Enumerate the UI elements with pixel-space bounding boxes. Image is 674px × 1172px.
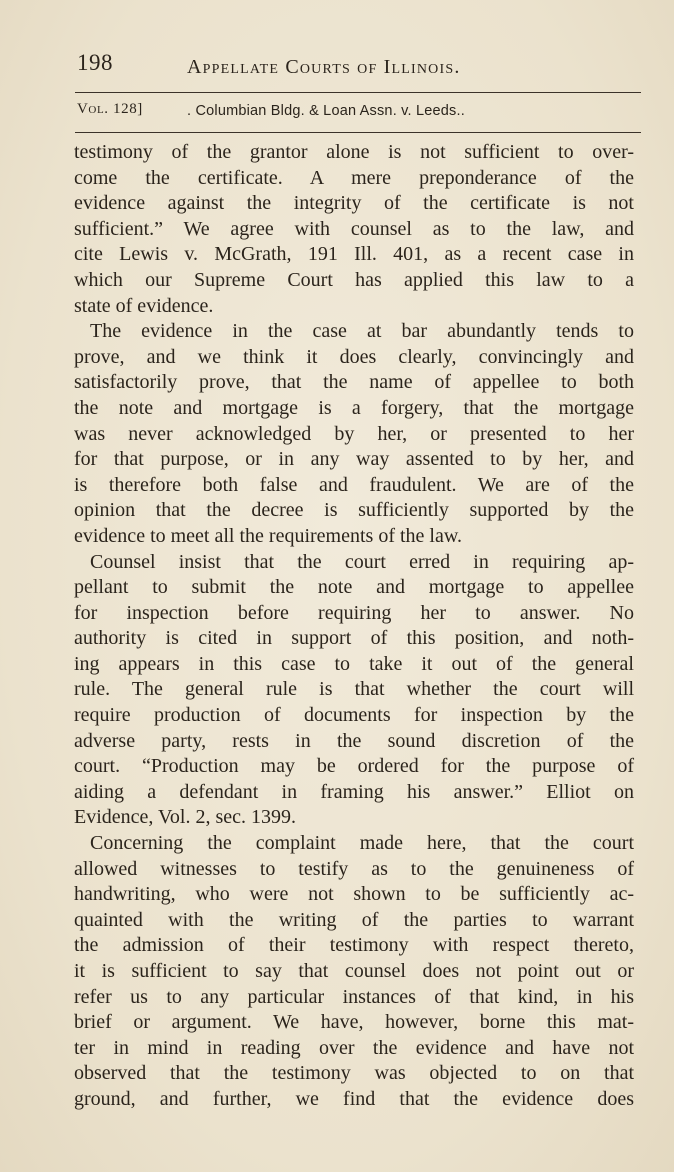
text-line: observed that the testimony was objected to on that — [74, 1062, 634, 1085]
text-line: which our Supreme Court has applied this law to a — [74, 268, 634, 291]
text-line: testimony of the grantor alone is not sufficient to over- — [74, 141, 634, 163]
running-title: Appellate Courts of Illinois. — [187, 56, 461, 78]
text-line: was never acknowledged by her, or presented to her — [74, 422, 634, 445]
text-line: court. “Production may be ordered for the purpose of — [74, 755, 634, 778]
text-line: refer us to any particular instances of that kind, in his — [74, 985, 634, 1008]
body-text — [74, 140, 634, 1113]
text-line: opinion that the decree is sufficiently supported by the — [74, 499, 634, 522]
text-line: adverse party, rests in the sound discretion of the — [74, 729, 634, 752]
text-line: for inspection before requiring her to answer. No — [74, 601, 634, 624]
text-line: ground, and further, we find that the evidence does — [74, 1087, 634, 1110]
text-line: cite Lewis v. McGrath, 191 Ill. 401, as a recent case in — [74, 243, 634, 266]
header-rule — [75, 92, 641, 93]
text-line: sufficient.” We agree with counsel as to the law, and — [74, 217, 634, 240]
text-line: ing appears in this case to take it out of the general — [74, 652, 634, 675]
text-line: come the certificate. A mere preponderance of the — [74, 166, 634, 189]
text-line: is therefore both false and fraudulent. We are of the — [74, 473, 634, 496]
text-line: allowed witnesses to testify as to the genuineness of — [74, 857, 634, 880]
text-line: the note and mortgage is a forgery, that the mortgage — [74, 396, 634, 419]
text-line: Evidence, Vol. 2, sec. 1399. — [74, 806, 297, 829]
text-line: ter in mind in reading over the evidence and have not — [74, 1036, 634, 1059]
text-line: quainted with the writing of the parties to warrant — [74, 908, 634, 931]
text-line: aiding a defendant in framing his answer.” Elliot on — [74, 780, 634, 803]
text-line: evidence to meet all the requirements of the law. — [74, 524, 462, 547]
page-number: 198 — [77, 50, 113, 75]
case-title: . Columbian Bldg. & Loan Assn. v. Leeds.. — [187, 103, 465, 119]
text-line: pellant to submit the note and mortgage to appellee — [74, 576, 634, 599]
text-line: The evidence in the case at bar abundantly tends to — [90, 320, 634, 343]
text-line: it is sufficient to say that counsel does not point out or — [74, 960, 634, 982]
text-line: handwriting, who were not shown to be sufficiently ac- — [74, 883, 634, 906]
text-line: authority is cited in support of this position, and noth- — [74, 627, 634, 650]
text-line: prove, and we think it does clearly, convincingly and — [74, 345, 634, 368]
text-line: evidence against the integrity of the certificate is not — [74, 192, 634, 215]
page-header — [77, 50, 637, 86]
text-line: brief or argument. We have, however, borne this mat- — [74, 1011, 634, 1034]
text-line: satisfactorily prove, that the name of appellee to both — [74, 371, 634, 394]
text-line: the admission of their testimony with respect thereto, — [74, 934, 634, 957]
text-line: Counsel insist that the court erred in requiring ap- — [90, 550, 634, 573]
case-subheader — [77, 99, 637, 127]
text-line: rule. The general rule is that whether the court will — [74, 678, 634, 701]
text-line: for that purpose, or in any way assented to by her, and — [74, 448, 634, 471]
subheader-rule — [75, 132, 641, 133]
text-line: state of evidence. — [74, 294, 214, 317]
text-line: Concerning the complaint made here, that the court — [90, 832, 634, 855]
volume-label: Vol. 128] — [77, 101, 143, 117]
text-line: require production of documents for inspection by the — [74, 704, 634, 727]
